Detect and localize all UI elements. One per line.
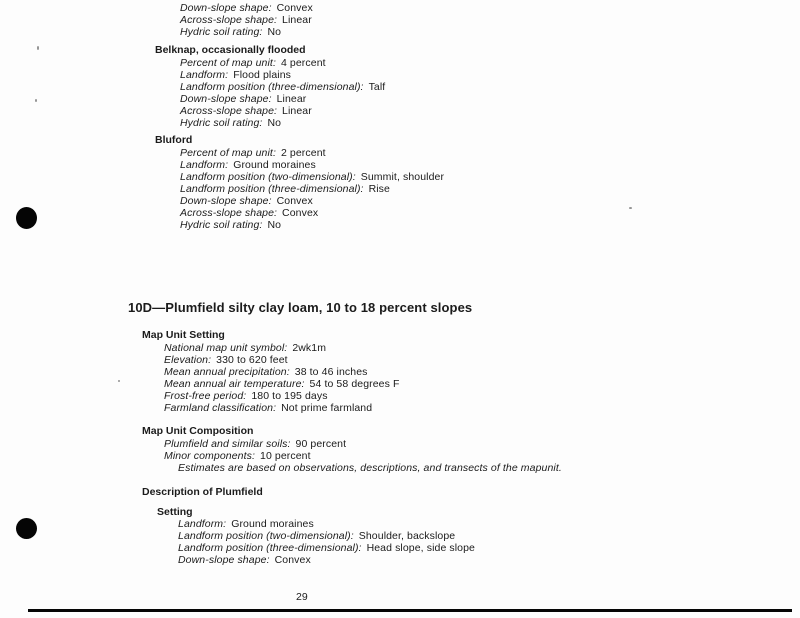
detail-value: Linear — [282, 14, 312, 26]
detail-line — [178, 530, 475, 542]
detail-value: 180 to 195 days — [251, 390, 328, 402]
scan-speck — [629, 207, 632, 209]
detail-value: Ground moraines — [231, 518, 314, 530]
detail-label: Across-slope shape: — [180, 207, 278, 219]
map-unit-composition-details — [164, 438, 562, 474]
detail-label: Frost-free period: — [164, 390, 247, 402]
detail-line — [164, 450, 562, 462]
map-unit-section-title: 10D—Plumfield silty clay loam, 10 to 18 percent slopes — [128, 300, 473, 315]
detail-line — [164, 438, 562, 450]
component-heading-bluford: Bluford — [155, 134, 193, 146]
detail-label: Landform position (three-dimensional): — [180, 81, 364, 93]
detail-value: 10 percent — [260, 450, 311, 462]
detail-value: Linear — [276, 93, 307, 105]
detail-line — [180, 147, 444, 159]
detail-line — [164, 366, 400, 378]
detail-label: Down-slope shape: — [180, 195, 272, 207]
detail-line — [180, 93, 385, 105]
description-setting-details — [178, 518, 475, 566]
detail-label: Percent of map unit: — [180, 57, 276, 69]
detail-line — [164, 402, 400, 414]
detail-line — [180, 2, 313, 14]
detail-value: No — [267, 117, 282, 129]
detail-value: Convex — [274, 554, 311, 566]
detail-value: Talf — [368, 81, 386, 93]
detail-label: Hydric soil rating: — [180, 219, 263, 231]
detail-value: Convex — [276, 195, 313, 207]
detail-line — [164, 390, 400, 402]
detail-label: Landform: — [180, 69, 229, 81]
detail-value: No — [267, 26, 282, 38]
scan-speck — [37, 46, 39, 50]
detail-label: Plumfield and similar soils: — [164, 438, 291, 450]
description-heading: Description of Plumfield — [142, 486, 263, 498]
detail-value: Head slope, side slope — [366, 542, 475, 554]
detail-label: Landform: — [180, 159, 229, 171]
detail-value: Rise — [368, 183, 390, 195]
detail-label: Across-slope shape: — [180, 14, 278, 26]
detail-line — [180, 81, 385, 93]
detail-value: Convex — [282, 207, 319, 219]
hole-punch-mark-top — [16, 207, 37, 229]
detail-line — [180, 57, 385, 69]
detail-value: 330 to 620 feet — [216, 354, 288, 366]
detail-value: Flood plains — [233, 69, 292, 81]
detail-line — [180, 183, 444, 195]
map-unit-setting-details — [164, 342, 400, 414]
detail-value: Summit, shoulder — [360, 171, 445, 183]
continuation-details — [180, 2, 313, 38]
belknap-details — [180, 57, 385, 129]
detail-label: Mean annual precipitation: — [164, 366, 290, 378]
detail-value: Shoulder, backslope — [358, 530, 456, 542]
detail-value: 90 percent — [295, 438, 347, 450]
detail-label: Hydric soil rating: — [180, 26, 263, 38]
detail-label: National map unit symbol: — [164, 342, 288, 354]
detail-label: Mean annual air temperature: — [164, 378, 305, 390]
detail-label: Across-slope shape: — [180, 105, 278, 117]
detail-line — [180, 159, 444, 171]
detail-line — [178, 542, 475, 554]
detail-label: Landform position (three-dimensional): — [180, 183, 364, 195]
detail-line — [180, 14, 313, 26]
map-unit-composition-heading: Map Unit Composition — [142, 425, 254, 437]
detail-value: 54 to 58 degrees F — [309, 378, 400, 390]
detail-line — [180, 207, 444, 219]
detail-line — [164, 342, 400, 354]
detail-label: Down-slope shape: — [180, 2, 272, 14]
detail-value: 38 to 46 inches — [294, 366, 368, 378]
detail-line — [180, 105, 385, 117]
detail-label: Landform position (two-dimensional): — [178, 530, 354, 542]
detail-line — [180, 117, 385, 129]
detail-value: 2wk1m — [292, 342, 327, 354]
detail-label: Down-slope shape: — [178, 554, 270, 566]
detail-label: Farmland classification: — [164, 402, 277, 414]
scan-speck — [118, 380, 120, 382]
detail-label: Down-slope shape: — [180, 93, 272, 105]
detail-label: Hydric soil rating: — [180, 117, 263, 129]
detail-value: Ground moraines — [233, 159, 316, 171]
detail-value: Not prime farmland — [281, 402, 373, 414]
detail-value: 2 percent — [280, 147, 326, 159]
detail-value: Linear — [282, 105, 312, 117]
composition-note: Estimates are based on observations, descriptions, and transects of the mapunit. — [178, 462, 562, 474]
detail-line — [180, 219, 444, 231]
detail-line — [180, 26, 313, 38]
scan-speck — [35, 99, 37, 102]
detail-label: Landform position (two-dimensional): — [180, 171, 356, 183]
detail-line — [164, 354, 400, 366]
detail-value: Convex — [276, 2, 313, 14]
page-number: 29 — [296, 591, 308, 603]
detail-value: 4 percent — [280, 57, 326, 69]
map-unit-setting-heading: Map Unit Setting — [142, 329, 225, 341]
detail-label: Minor components: — [164, 450, 255, 462]
detail-line — [180, 195, 444, 207]
detail-label: Landform: — [178, 518, 227, 530]
component-heading-belknap: Belknap, occasionally flooded — [155, 44, 306, 56]
detail-line — [180, 171, 444, 183]
detail-line — [178, 518, 475, 530]
scanner-edge-line — [28, 609, 792, 612]
detail-line — [180, 69, 385, 81]
detail-label: Percent of map unit: — [180, 147, 276, 159]
hole-punch-mark-bottom — [16, 518, 37, 539]
detail-label: Landform position (three-dimensional): — [178, 542, 362, 554]
description-setting-subheading: Setting — [157, 506, 193, 518]
bluford-details — [180, 147, 444, 231]
detail-label: Elevation: — [164, 354, 212, 366]
detail-value: No — [267, 219, 282, 231]
detail-line — [178, 554, 475, 566]
detail-line — [164, 378, 400, 390]
